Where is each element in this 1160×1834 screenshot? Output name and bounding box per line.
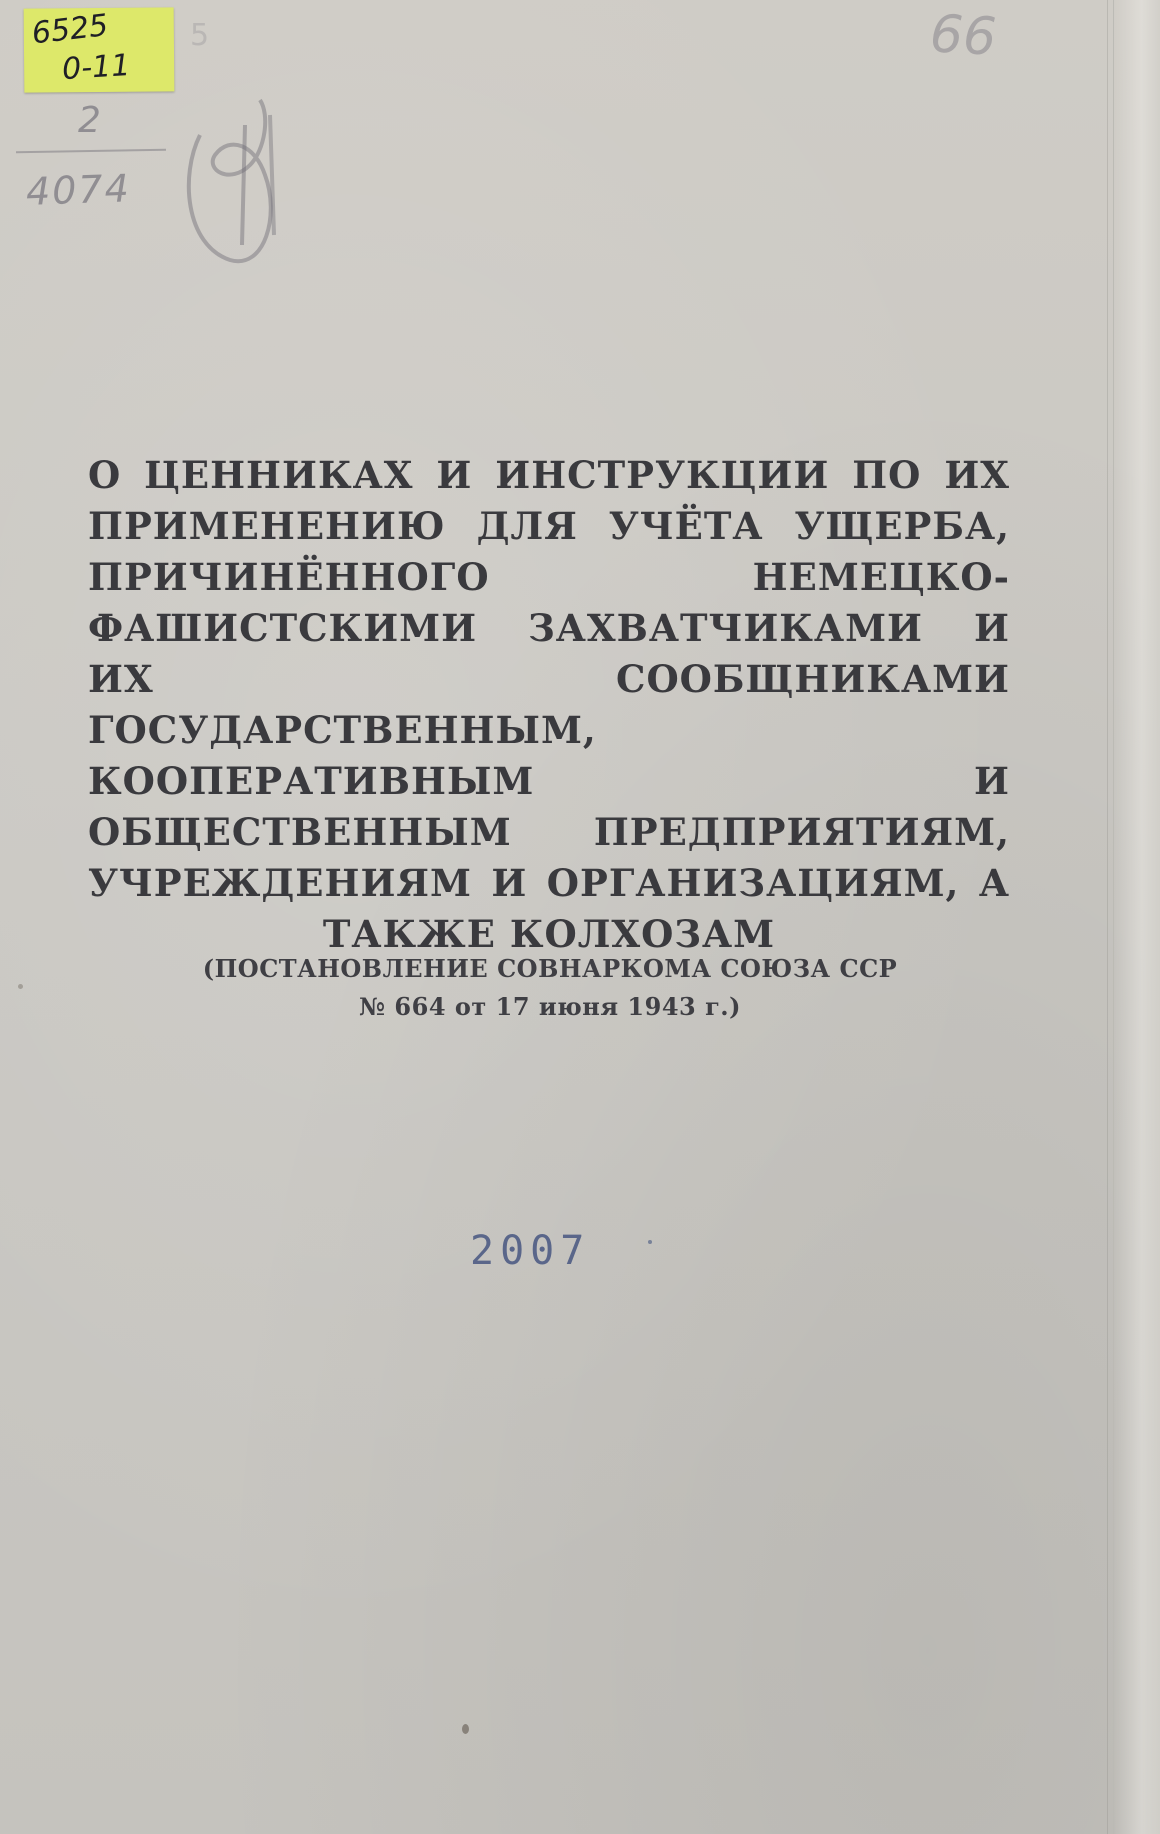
subtitle-decree-line: (ПОСТАНОВЛЕНИЕ СОВНАРКОМА СОЮЗА ССР (202, 954, 898, 983)
pencil-fraction-numerator: 2 (78, 100, 101, 141)
pencil-inventory-number: 4074 (25, 166, 132, 214)
subtitle-date-line: № 664 от 17 июня 1943 г.) (358, 992, 741, 1021)
pencil-fraction-line (16, 149, 166, 154)
library-sticker (24, 7, 175, 92)
document-title: О ЦЕННИКАХ И ИНСТРУКЦИИ ПО ИХ ПРИМЕНЕНИЮ ДЛЯ УЧЁТА УЩЕРБА, ПРИЧИНЁННОГО НЕМЕЦКО-ФАШИСТСКИМИ ЗАХВАТЧИКАМИ И ИХ СООБЩНИКАМИ ГОСУДАРСТВЕННЫМ, КООПЕРАТИВНЫМ И ОБЩЕСТВЕННЫМ ПРЕДПРИЯТИЯМ, УЧРЕЖДЕНИЯМ И ОРГАНИЗАЦИЯМ, А ТАКЖЕ КОЛХОЗАМ (88, 453, 1010, 956)
pencil-scribble-mark (170, 95, 300, 265)
pencil-corner-number: 66 (928, 4, 998, 68)
document-subtitle (150, 950, 950, 1026)
sticker-code: 0-11 (61, 47, 132, 88)
paper-speck (648, 1240, 652, 1244)
faint-stamp-mark: 5 (190, 18, 210, 53)
page-right-edge (1113, 0, 1160, 1834)
page-edge-line (1107, 0, 1108, 1834)
stamped-number: 2007 (470, 1228, 591, 1274)
paper-speck (18, 984, 23, 989)
paper-speck (462, 1724, 469, 1734)
sticker-shelf-number: 6525 (30, 8, 110, 52)
